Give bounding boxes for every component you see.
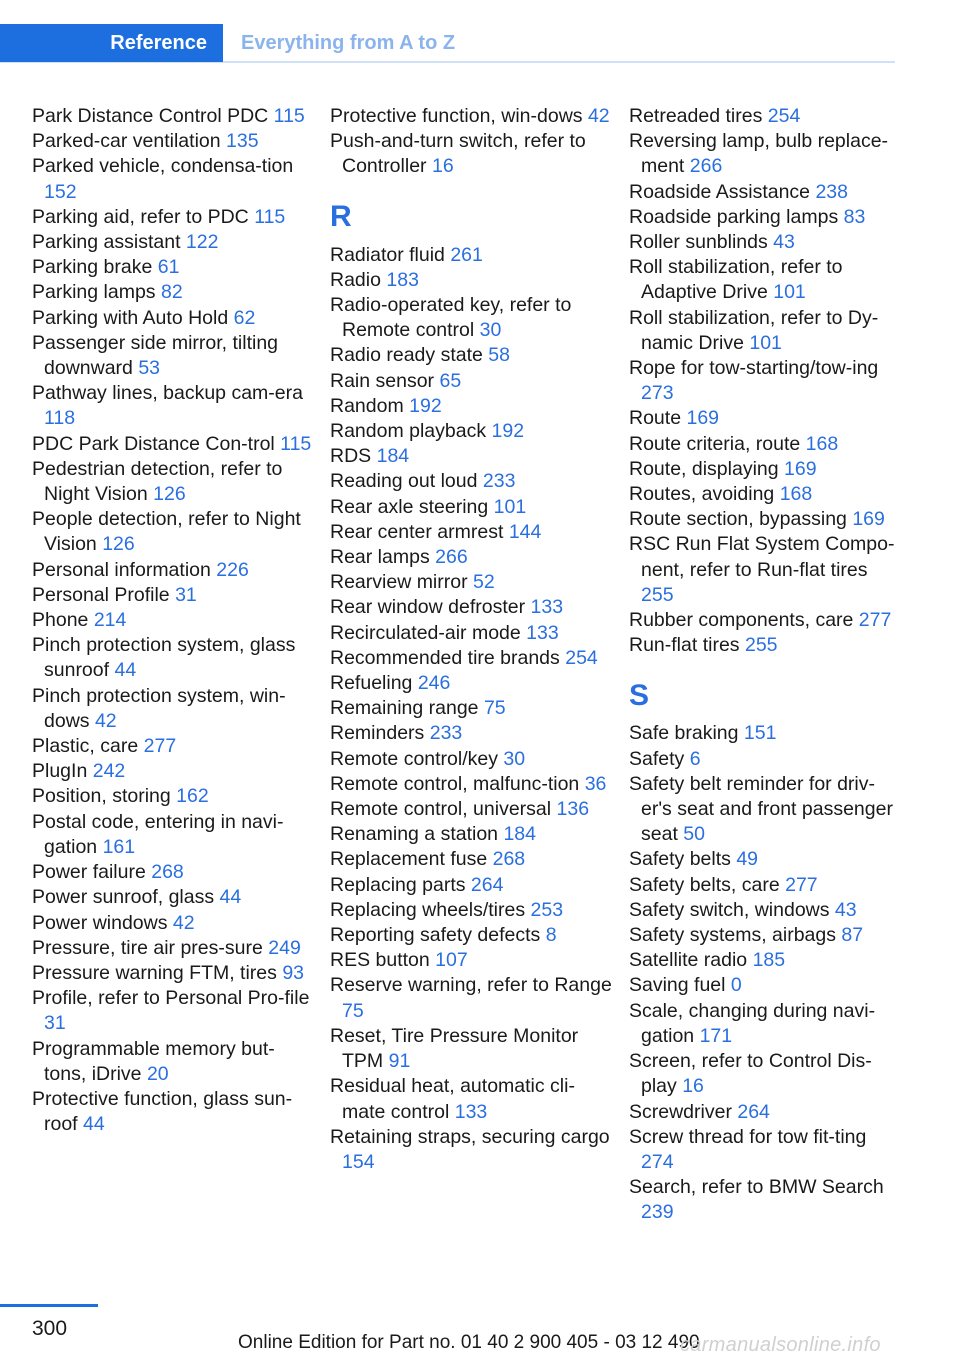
index-column-2 bbox=[330, 104, 612, 1175]
index-entry bbox=[330, 646, 612, 671]
index-entry bbox=[32, 633, 314, 683]
index-entry bbox=[629, 973, 904, 998]
index-entry-term: Personal Profile bbox=[32, 583, 170, 606]
index-entry-page-link[interactable]: 6 bbox=[689, 747, 701, 770]
index-entry-page-link[interactable]: 126 bbox=[153, 483, 186, 506]
index-entry-term: Parking lamps bbox=[32, 281, 156, 304]
index-entry-term: Recirculated-air mode bbox=[330, 621, 521, 644]
index-entry-page-link[interactable]: 233 bbox=[429, 722, 463, 745]
index-entry-page-link[interactable]: 101 bbox=[493, 495, 527, 518]
index-entry bbox=[629, 230, 904, 255]
index-entry-page-link[interactable]: 238 bbox=[815, 180, 848, 203]
index-entry-term: People detection, refer to Night Vision bbox=[32, 508, 301, 556]
index-entry bbox=[32, 1087, 314, 1137]
index-entry-page-link[interactable]: 183 bbox=[386, 268, 419, 291]
index-entry bbox=[32, 986, 314, 1036]
index-entry bbox=[330, 104, 612, 129]
index-entry-term: Protective function, glass sun-roof bbox=[32, 1087, 293, 1136]
index-entry-page-link[interactable]: 192 bbox=[409, 394, 442, 417]
index-entry-term: Rear axle steering bbox=[330, 495, 489, 518]
index-entry bbox=[629, 205, 904, 230]
index-entry bbox=[330, 444, 612, 469]
index-entry-term: Power failure bbox=[32, 861, 146, 884]
index-entry-term: Replacing parts bbox=[330, 873, 466, 896]
index-entry-term: Power windows bbox=[32, 911, 168, 934]
index-entry bbox=[629, 747, 904, 772]
index-entry-page-link[interactable]: 242 bbox=[92, 760, 126, 783]
index-entry bbox=[330, 293, 612, 343]
index-entry-page-link[interactable]: 246 bbox=[417, 672, 451, 695]
index-entry-page-link[interactable]: 264 bbox=[470, 873, 504, 896]
index-entry-term: Reading out loud bbox=[330, 470, 478, 493]
index-entry bbox=[330, 545, 612, 570]
index-entry-page-link[interactable]: 42 bbox=[587, 105, 610, 127]
index-entry-page-link[interactable]: 162 bbox=[176, 785, 209, 808]
index-entry-term: Renaming a station bbox=[330, 823, 499, 846]
index-entry-term: Route, displaying bbox=[629, 457, 779, 480]
index-entry bbox=[629, 104, 904, 129]
index-entry-term: Postal code, entering in navi-gation bbox=[32, 810, 284, 858]
index-entry-term: Rear window defroster bbox=[330, 596, 526, 619]
index-entry-term: Recommended tire brands bbox=[330, 646, 560, 669]
index-entry-term: Phone bbox=[32, 609, 89, 632]
index-entry-term: Rearview mirror bbox=[330, 571, 468, 594]
index-entry-page-link[interactable]: 266 bbox=[435, 546, 468, 569]
index-entry bbox=[32, 961, 314, 986]
index-entry-page-link[interactable]: 261 bbox=[450, 243, 483, 266]
index-entry bbox=[330, 1125, 612, 1175]
index-column-1 bbox=[32, 104, 314, 1137]
index-entry bbox=[32, 684, 314, 734]
index-entry-term: Radio ready state bbox=[330, 344, 483, 367]
index-entry-term: Parking assistant bbox=[32, 231, 181, 254]
index-entry bbox=[32, 306, 314, 331]
index-entry-term: Screwdriver bbox=[629, 1100, 732, 1123]
index-entry-page-link[interactable]: 65 bbox=[439, 369, 462, 392]
index-entry-page-link[interactable]: 192 bbox=[491, 420, 525, 443]
index-entry bbox=[330, 394, 612, 419]
index-entry-page-link[interactable]: 169 bbox=[784, 457, 817, 480]
index-entry-page-link[interactable]: 115 bbox=[273, 105, 305, 127]
index-entry-term: Safety systems, airbags bbox=[629, 924, 836, 947]
index-entry bbox=[32, 104, 314, 129]
index-entry-term: Remote control, malfunc-tion bbox=[330, 772, 580, 795]
page-number: 300 bbox=[32, 1317, 68, 1340]
index-entry-term: Rain sensor bbox=[330, 369, 435, 392]
index-entry bbox=[330, 369, 612, 394]
index-entry-page-link[interactable]: 44 bbox=[83, 1113, 105, 1136]
index-entry-page-link[interactable]: 52 bbox=[473, 571, 495, 594]
index-entry bbox=[629, 1175, 904, 1225]
index-letter-heading: R bbox=[330, 200, 352, 234]
index-entry-page-link[interactable]: 152 bbox=[44, 180, 77, 203]
index-entry bbox=[629, 873, 904, 898]
index-entry-page-link[interactable]: 118 bbox=[44, 407, 76, 430]
index-entry-page-link[interactable]: 133 bbox=[530, 596, 564, 619]
index-entry-term: Screw thread for tow fit-ting bbox=[629, 1125, 867, 1148]
index-entry-page-link[interactable]: 226 bbox=[216, 558, 249, 581]
index-entry-page-link[interactable]: 255 bbox=[641, 583, 674, 606]
index-entry bbox=[629, 948, 904, 973]
index-entry-page-link[interactable]: 107 bbox=[435, 949, 468, 972]
index-entry bbox=[629, 180, 904, 205]
index-entry-page-link[interactable]: 136 bbox=[556, 798, 590, 821]
index-entry-page-link[interactable]: 135 bbox=[226, 130, 259, 153]
index-entry-page-link[interactable]: 233 bbox=[482, 470, 516, 493]
index-entry-page-link[interactable]: 44 bbox=[219, 886, 242, 909]
footer-accent-line bbox=[0, 1304, 98, 1307]
index-entry bbox=[330, 1024, 612, 1074]
index-entry bbox=[330, 973, 612, 1023]
index-entry-term: Roll stabilization, refer to Dy-namic Drive bbox=[629, 306, 879, 354]
index-entry bbox=[330, 923, 612, 948]
index-entry-term: Residual heat, automatic cli-mate control bbox=[330, 1075, 575, 1123]
index-entry-page-link[interactable]: 62 bbox=[233, 306, 256, 329]
index-entry-page-link[interactable]: 30 bbox=[479, 319, 502, 342]
index-entry-term: Routes, avoiding bbox=[629, 483, 775, 506]
index-entry-term: Pathway lines, backup cam-era bbox=[32, 382, 303, 405]
index-entry bbox=[330, 243, 612, 268]
index-entry-page-link[interactable]: 43 bbox=[773, 231, 795, 254]
index-entry-term: Parked vehicle, condensa-tion bbox=[32, 155, 294, 178]
index-entry-term: Profile, refer to Personal Pro-file bbox=[32, 987, 310, 1010]
index-entry-page-link[interactable]: 169 bbox=[686, 407, 720, 430]
index-entry bbox=[32, 331, 314, 381]
index-entry-page-link[interactable]: 36 bbox=[584, 772, 607, 795]
index-entry-page-link[interactable]: 83 bbox=[843, 205, 866, 228]
index-entry-page-link[interactable]: 151 bbox=[743, 722, 777, 745]
index-entry-page-link[interactable]: 277 bbox=[785, 873, 818, 896]
index-entry-term: Park Distance Control PDC bbox=[32, 105, 269, 127]
index-entry bbox=[629, 129, 904, 179]
index-entry-term: Remaining range bbox=[330, 697, 479, 720]
index-entry-term: PDC Park Distance Con-trol bbox=[32, 432, 275, 455]
index-entry-term: Parking brake bbox=[32, 256, 153, 279]
index-entry bbox=[629, 721, 904, 746]
index-entry-page-link[interactable]: 214 bbox=[93, 609, 127, 632]
page-header bbox=[0, 24, 895, 63]
index-entry bbox=[629, 772, 904, 848]
index-entry bbox=[330, 847, 612, 872]
index-entry-term: RDS bbox=[330, 445, 372, 468]
index-entry bbox=[32, 810, 314, 860]
index-entry-term: Radio bbox=[330, 268, 381, 291]
index-entry bbox=[330, 1074, 612, 1124]
index-entry bbox=[629, 306, 904, 356]
index-entry-term: Pinch protection system, glass sunroof bbox=[32, 634, 296, 682]
index-entry-page-link[interactable]: 115 bbox=[254, 205, 286, 228]
index-entry-term: Safety switch, windows bbox=[629, 898, 830, 921]
index-entry-page-link[interactable]: 30 bbox=[503, 747, 526, 770]
index-entry-page-link[interactable]: 169 bbox=[852, 508, 885, 531]
index-entry bbox=[32, 432, 314, 457]
index-entry-term: Replacement fuse bbox=[330, 848, 488, 871]
index-entry bbox=[32, 734, 314, 759]
index-entry-page-link[interactable]: 254 bbox=[565, 646, 598, 669]
index-entry-page-link[interactable]: 101 bbox=[749, 331, 782, 354]
index-entry-term: Power sunroof, glass bbox=[32, 886, 215, 909]
index-entry bbox=[330, 268, 612, 293]
index-entry-term: Personal information bbox=[32, 558, 211, 581]
index-entry-term: Roller sunblinds bbox=[629, 231, 768, 254]
index-entry bbox=[32, 1037, 314, 1087]
index-entry bbox=[32, 911, 314, 936]
index-entry-term: Reset, Tire Pressure Monitor TPM bbox=[330, 1024, 579, 1073]
index-entry-term: Retaining straps, securing cargo bbox=[330, 1125, 610, 1148]
index-entry bbox=[629, 898, 904, 923]
index-entry bbox=[32, 280, 314, 305]
section-tab-reference: Reference bbox=[0, 24, 223, 62]
index-entry bbox=[330, 948, 612, 973]
index-entry-page-link[interactable]: 184 bbox=[376, 445, 410, 468]
index-entry-page-link[interactable]: 266 bbox=[689, 155, 723, 178]
index-entry bbox=[32, 381, 314, 431]
index-entry-term: RSC Run Flat System Compo-nent, refer to Run-flat tires bbox=[629, 533, 895, 581]
index-entry-term: Route section, bypassing bbox=[629, 508, 847, 531]
index-entry-page-link[interactable]: 115 bbox=[280, 432, 312, 455]
index-entry-page-link[interactable]: 93 bbox=[282, 961, 305, 984]
index-entry-page-link[interactable]: 122 bbox=[185, 231, 219, 254]
index-entry-term: Retreaded tires bbox=[629, 105, 763, 127]
index-entry-term: Replacing wheels/tires bbox=[330, 898, 526, 921]
index-entry-term: Saving fuel bbox=[629, 974, 726, 997]
watermark: carmanualsonline.info bbox=[680, 1334, 881, 1356]
index-entry-page-link[interactable]: 58 bbox=[488, 344, 510, 367]
index-entry-page-link[interactable]: 184 bbox=[503, 823, 536, 846]
index-entry-term: Roll stabilization, refer to Adaptive Drive bbox=[629, 256, 843, 304]
index-entry-page-link[interactable]: 87 bbox=[841, 924, 864, 947]
index-entry-page-link[interactable]: 49 bbox=[736, 848, 759, 871]
index-entry bbox=[629, 847, 904, 872]
index-entry-page-link[interactable]: 42 bbox=[94, 709, 117, 732]
index-entry-term: Pedestrian detection, refer to Night Vision bbox=[32, 457, 283, 506]
index-entry-page-link[interactable]: 273 bbox=[641, 382, 674, 405]
index-entry bbox=[629, 923, 904, 948]
index-entry-page-link[interactable]: 0 bbox=[730, 974, 742, 997]
index-entry-page-link[interactable]: 133 bbox=[454, 1100, 488, 1123]
index-entry-term: Reporting safety defects bbox=[330, 924, 541, 947]
index-entry-term: Run-flat tires bbox=[629, 634, 740, 657]
index-entry-page-link[interactable]: 44 bbox=[114, 659, 137, 682]
index-entry-page-link[interactable]: 277 bbox=[143, 735, 177, 758]
index-entry-page-link[interactable]: 42 bbox=[172, 911, 195, 934]
index-entry bbox=[32, 205, 314, 230]
index-entry-page-link[interactable]: 171 bbox=[699, 1024, 733, 1047]
index-entry-page-link[interactable]: 239 bbox=[641, 1201, 674, 1224]
index-entry-page-link[interactable]: 168 bbox=[805, 432, 839, 455]
index-entry-term: Position, storing bbox=[32, 785, 171, 808]
index-entry-page-link[interactable]: 274 bbox=[641, 1150, 674, 1173]
index-entry-page-link[interactable]: 20 bbox=[146, 1062, 169, 1085]
index-entry bbox=[32, 255, 314, 280]
index-entry-page-link[interactable]: 268 bbox=[151, 861, 184, 884]
index-entry-page-link[interactable]: 268 bbox=[492, 848, 526, 871]
index-entry bbox=[32, 885, 314, 910]
index-entry-term: Rope for tow-starting/tow-ing bbox=[629, 357, 879, 380]
index-entry-term: RES button bbox=[330, 949, 430, 972]
index-entry-page-link[interactable]: 91 bbox=[388, 1050, 411, 1073]
index-entry bbox=[330, 797, 612, 822]
index-entry-term: Random playback bbox=[330, 420, 487, 443]
index-entry bbox=[330, 570, 612, 595]
index-entry bbox=[330, 822, 612, 847]
index-entry-term: Reversing lamp, bulb replace-ment bbox=[629, 130, 889, 178]
index-entry bbox=[32, 936, 314, 961]
index-entry-term: Radio-operated key, refer to Remote control bbox=[330, 294, 572, 342]
index-entry-term: Programmable memory but-tons, iDrive bbox=[32, 1037, 275, 1085]
index-entry bbox=[629, 1049, 904, 1099]
edition-note: Online Edition for Part no. 01 40 2 900 405 - 03 12 490 bbox=[238, 1332, 700, 1353]
index-entry-term: Random bbox=[330, 394, 404, 417]
index-entry-page-link[interactable]: 255 bbox=[744, 634, 778, 657]
index-entry-term: Parked-car ventilation bbox=[32, 130, 221, 153]
index-entry-page-link[interactable]: 154 bbox=[342, 1150, 375, 1173]
index-entry-page-link[interactable]: 144 bbox=[508, 520, 542, 543]
index-entry-page-link[interactable]: 31 bbox=[175, 583, 197, 606]
index-entry-page-link[interactable]: 253 bbox=[530, 898, 564, 921]
index-entry-term: Plastic, care bbox=[32, 735, 139, 758]
index-entry-term: Push-and-turn switch, refer to Controller bbox=[330, 130, 586, 178]
index-entry-term: Remote control, universal bbox=[330, 798, 552, 821]
index-entry bbox=[32, 457, 314, 507]
index-entry bbox=[629, 356, 904, 406]
index-entry bbox=[32, 860, 314, 885]
index-entry bbox=[629, 406, 904, 431]
index-entry-term: Screen, refer to Control Dis-play bbox=[629, 1050, 872, 1098]
index-entry-page-link[interactable]: 277 bbox=[858, 609, 892, 632]
index-entry-term: Passenger side mirror, tilting downward bbox=[32, 331, 279, 380]
index-entry bbox=[32, 759, 314, 784]
index-entry bbox=[629, 1100, 904, 1125]
index-column-3 bbox=[629, 104, 904, 1226]
index-entry bbox=[330, 671, 612, 696]
index-entry-term: Reserve warning, refer to Range bbox=[330, 974, 612, 997]
index-entry-page-link[interactable]: 161 bbox=[102, 835, 136, 858]
index-entry-page-link[interactable]: 264 bbox=[737, 1100, 770, 1123]
index-entry bbox=[330, 621, 612, 646]
index-entry bbox=[330, 520, 612, 545]
index-letter-heading: S bbox=[629, 679, 650, 713]
index-entry-term: Rear center armrest bbox=[330, 520, 504, 543]
index-entry bbox=[330, 696, 612, 721]
index-entry bbox=[32, 230, 314, 255]
index-entry bbox=[330, 898, 612, 923]
index-entry bbox=[629, 608, 904, 633]
index-entry bbox=[330, 772, 612, 797]
index-entry bbox=[629, 999, 904, 1049]
index-entry bbox=[330, 873, 612, 898]
index-entry bbox=[32, 129, 314, 154]
index-entry-term: Route criteria, route bbox=[629, 432, 801, 455]
index-entry-page-link[interactable]: 43 bbox=[834, 898, 857, 921]
index-entry bbox=[629, 432, 904, 457]
index-entry-term: Radiator fluid bbox=[330, 243, 445, 266]
index-entry bbox=[330, 469, 612, 494]
index-entry bbox=[629, 507, 904, 532]
index-entry-term: Reminders bbox=[330, 722, 425, 745]
index-entry-page-link[interactable]: 50 bbox=[683, 823, 705, 846]
index-entry-term: Scale, changing during navi-gation bbox=[629, 999, 876, 1047]
index-entry-term: Rubber components, care bbox=[629, 609, 854, 632]
index-entry-term: Roadside Assistance bbox=[629, 180, 811, 203]
index-entry-term: Safety bbox=[629, 747, 685, 770]
section-tab-everything-a-to-z: Everything from A to Z bbox=[241, 32, 456, 54]
index-entry bbox=[330, 129, 612, 179]
index-entry-term: Route bbox=[629, 407, 682, 430]
index-entry bbox=[330, 721, 612, 746]
index-entry-term: Rear lamps bbox=[330, 546, 430, 569]
index-entry-term: Pinch protection system, win-dows bbox=[32, 684, 286, 732]
index-entry-page-link[interactable]: 168 bbox=[779, 483, 813, 506]
index-entry bbox=[629, 532, 904, 608]
index-entry bbox=[629, 482, 904, 507]
index-entry-page-link[interactable]: 82 bbox=[160, 281, 183, 304]
index-entry-term: Parking aid, refer to PDC bbox=[32, 205, 249, 228]
index-entry-page-link[interactable]: 53 bbox=[138, 357, 161, 380]
index-entry-page-link[interactable]: 126 bbox=[102, 533, 135, 556]
index-entry-term: Safety belts bbox=[629, 848, 731, 871]
index-entry bbox=[629, 457, 904, 482]
index-entry-term: Parking with Auto Hold bbox=[32, 306, 229, 329]
index-entry bbox=[32, 507, 314, 557]
index-entry-page-link[interactable]: 16 bbox=[431, 155, 454, 178]
index-entry-term: Refueling bbox=[330, 672, 413, 695]
index-entry-term: PlugIn bbox=[32, 760, 88, 783]
index-entry-term: Pressure warning FTM, tires bbox=[32, 961, 277, 984]
index-entry-page-link[interactable]: 75 bbox=[342, 999, 364, 1022]
index-entry bbox=[629, 255, 904, 305]
index-entry-page-link[interactable]: 61 bbox=[157, 256, 180, 279]
index-entry-term: Roadside parking lamps bbox=[629, 205, 839, 228]
index-entry-term: Safe braking bbox=[629, 722, 739, 745]
index-entry bbox=[32, 784, 314, 809]
index-entry-term: Search, refer to BMW Search bbox=[629, 1176, 884, 1199]
index-entry bbox=[330, 595, 612, 620]
index-entry-term: Remote control/key bbox=[330, 747, 498, 770]
index-entry-page-link[interactable]: 8 bbox=[545, 924, 557, 947]
index-entry bbox=[32, 558, 314, 583]
index-entry bbox=[629, 1125, 904, 1175]
index-entry bbox=[32, 608, 314, 633]
index-entry-page-link[interactable]: 133 bbox=[526, 621, 559, 644]
index-entry-term: Satellite radio bbox=[629, 949, 748, 972]
index-entry-page-link[interactable]: 185 bbox=[752, 949, 786, 972]
index-entry-term: Protective function, win-dows bbox=[330, 105, 583, 127]
index-entry bbox=[330, 495, 612, 520]
index-entry bbox=[330, 419, 612, 444]
index-entry-page-link[interactable]: 31 bbox=[44, 1012, 66, 1035]
index-entry-term: Safety belts, care bbox=[629, 873, 780, 896]
index-entry bbox=[330, 343, 612, 368]
index-entry-page-link[interactable]: 249 bbox=[268, 936, 301, 959]
index-entry-page-link[interactable]: 101 bbox=[773, 281, 806, 304]
index-entry bbox=[32, 583, 314, 608]
index-entry-page-link[interactable]: 16 bbox=[682, 1075, 704, 1098]
index-entry-term: Safety belt reminder for driv-er's seat and front passenger seat bbox=[629, 772, 893, 846]
index-entry-page-link[interactable]: 75 bbox=[483, 697, 506, 720]
index-entry-term: Pressure, tire air pres-sure bbox=[32, 936, 263, 959]
index-entry bbox=[32, 154, 314, 204]
index-entry-page-link[interactable]: 254 bbox=[767, 105, 801, 127]
index-entry bbox=[629, 633, 904, 658]
index-entry bbox=[330, 747, 612, 772]
